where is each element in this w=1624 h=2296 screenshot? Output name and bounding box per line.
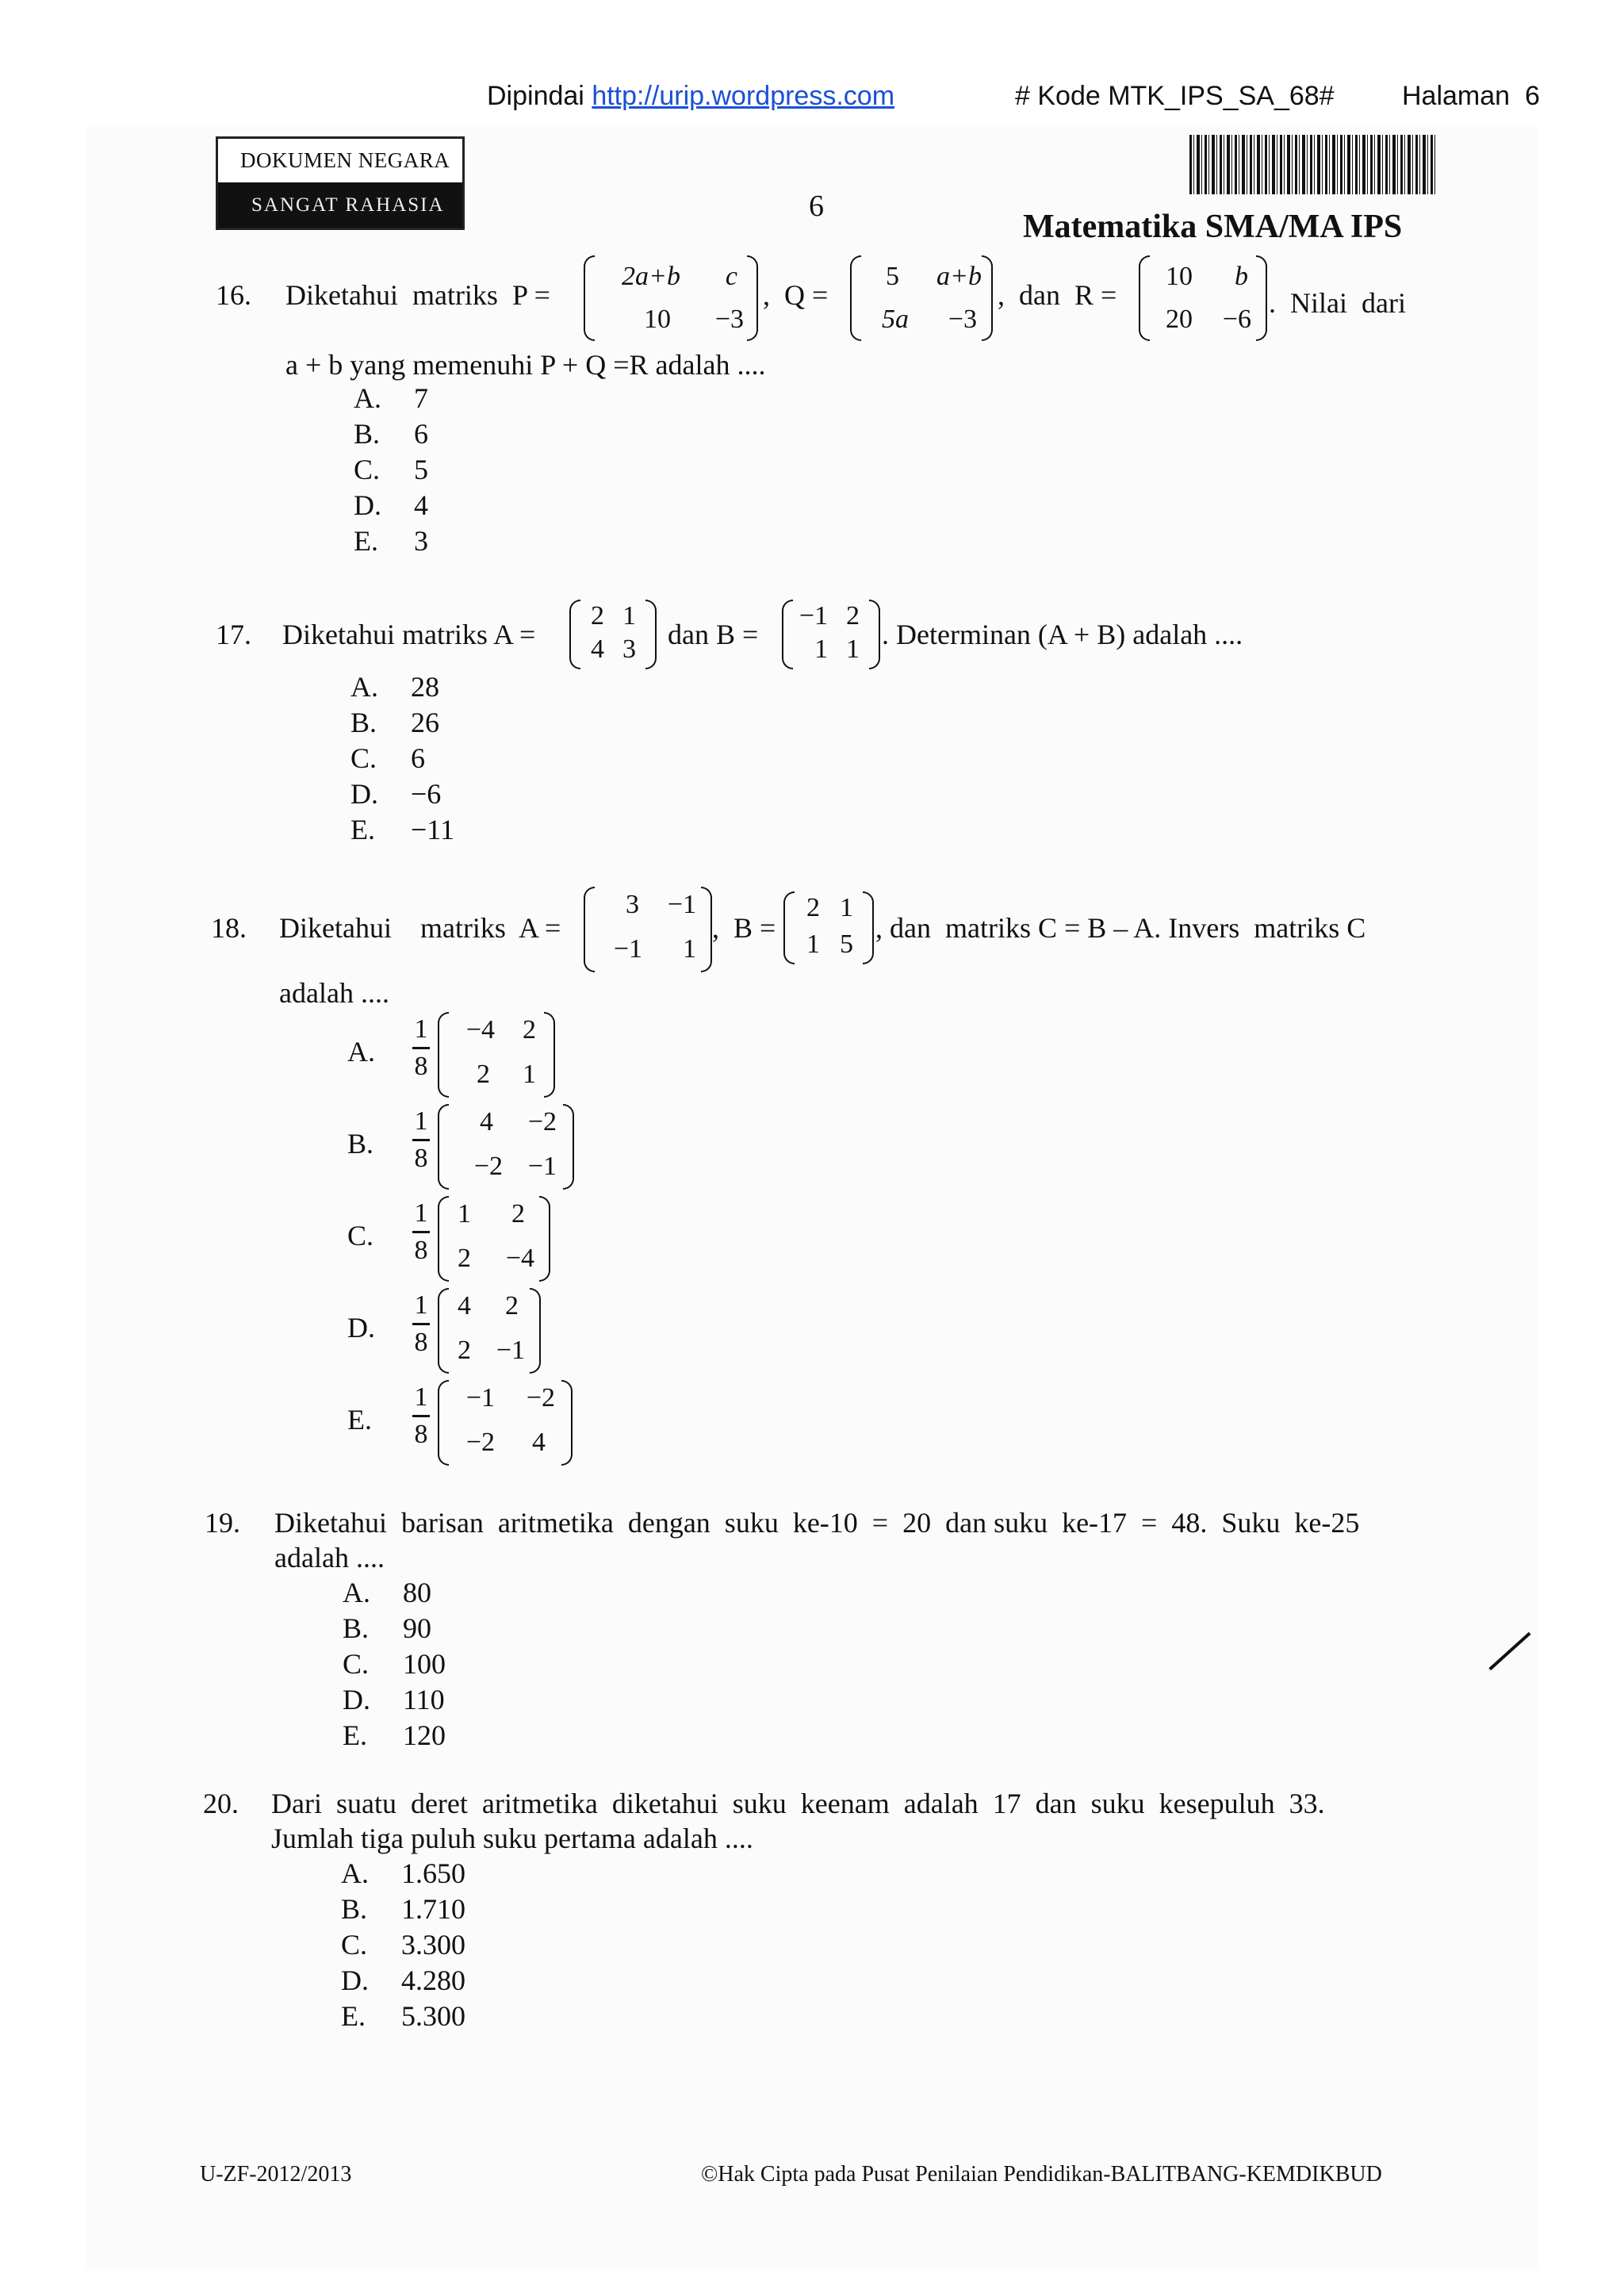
option-label: B. bbox=[350, 707, 377, 738]
matrix-cell: 10 bbox=[1166, 262, 1193, 291]
matrix-cell: 2 bbox=[458, 1244, 471, 1273]
option-label: A. bbox=[354, 382, 381, 414]
matrix-cell: 2 bbox=[591, 601, 604, 631]
question-text-line2: a + b yang memenuhi P + Q =R adalah .... bbox=[285, 349, 766, 381]
fraction bbox=[412, 1382, 430, 1451]
option-value: 4 bbox=[414, 489, 428, 521]
option-value: 90 bbox=[403, 1612, 431, 1644]
matrix-cell: 2 bbox=[505, 1291, 519, 1320]
matrix-cell: −3 bbox=[948, 305, 977, 334]
option-value: 3.300 bbox=[401, 1929, 465, 1961]
matrix-cell: 5 bbox=[840, 930, 853, 959]
option-value: 26 bbox=[411, 707, 439, 738]
option-label: D. bbox=[341, 1964, 369, 1996]
scan-credit bbox=[487, 81, 894, 112]
option-label: B. bbox=[354, 418, 381, 450]
matrix-cell: 2 bbox=[846, 601, 860, 631]
option-value: 1.710 bbox=[401, 1893, 465, 1925]
subject-title: Matematika SMA/MA IPS bbox=[1023, 209, 1403, 245]
matrix-cell: 4 bbox=[480, 1107, 493, 1137]
option-label: A. bbox=[350, 671, 378, 703]
option-label: C. bbox=[347, 1220, 374, 1251]
question-number: 18. bbox=[211, 912, 247, 944]
option-matrix bbox=[438, 1196, 550, 1282]
barcode-icon bbox=[1189, 135, 1435, 194]
question-text: . Nilai dari bbox=[1269, 287, 1406, 319]
page-number: 6 bbox=[809, 190, 824, 223]
matrix-a bbox=[569, 600, 657, 669]
matrix-cell: 4 bbox=[458, 1291, 471, 1320]
fraction-denominator: 8 bbox=[414, 1051, 428, 1081]
fraction bbox=[412, 1106, 430, 1175]
matrix-cell: 2 bbox=[523, 1015, 536, 1045]
scan-prefix: Dipindai bbox=[487, 81, 584, 111]
option-value: 6 bbox=[414, 418, 428, 450]
question-text: dan B = bbox=[668, 619, 759, 650]
matrix-cell: −6 bbox=[1222, 305, 1251, 334]
matrix-cell: −1 bbox=[799, 601, 828, 631]
option-value: 110 bbox=[403, 1684, 445, 1715]
option-value: −6 bbox=[411, 778, 442, 810]
option-label: D. bbox=[354, 489, 381, 521]
fraction-numerator: 1 bbox=[414, 1198, 428, 1228]
matrix-b bbox=[782, 600, 880, 669]
matrix-cell: 2 bbox=[511, 1199, 525, 1228]
fraction-numerator: 1 bbox=[414, 1382, 428, 1412]
option-value: 1.650 bbox=[401, 1857, 465, 1889]
matrix-cell: 1 bbox=[840, 893, 853, 922]
matrix-cell: 2 bbox=[477, 1060, 490, 1089]
matrix-cell: 1 bbox=[683, 934, 696, 964]
option-label: C. bbox=[350, 742, 377, 774]
scanned-page-background bbox=[86, 127, 1538, 2268]
option-label: E. bbox=[354, 525, 378, 557]
badge-bottom: SANGAT RAHASIA bbox=[218, 182, 462, 228]
option-label: D. bbox=[350, 778, 378, 810]
option-matrix bbox=[438, 1104, 574, 1190]
footer-copyright: ©Hak Cipta pada Pusat Penilaian Pendidikan-BALITBANG-KEMDIKBUD bbox=[701, 2162, 1382, 2187]
matrix-cell: 1 bbox=[458, 1199, 471, 1228]
matrix-cell: −2 bbox=[526, 1383, 555, 1412]
option-matrix bbox=[438, 1288, 541, 1374]
question-text: Diketahui matriks A = bbox=[282, 619, 536, 650]
question-text: Diketahui matriks P = bbox=[285, 279, 550, 311]
matrix-cell: 2 bbox=[806, 893, 820, 922]
option-value: 100 bbox=[403, 1648, 446, 1680]
matrix-q bbox=[850, 255, 993, 341]
matrix-cell: 5 bbox=[886, 262, 899, 291]
matrix-cell: a+b bbox=[936, 262, 982, 291]
page-label: Halaman 6 bbox=[1402, 81, 1540, 111]
question-text: , dan R = bbox=[998, 279, 1117, 311]
option-label: B. bbox=[341, 1893, 368, 1925]
classification-badge bbox=[216, 136, 465, 230]
matrix-cell: 2a+b bbox=[622, 262, 680, 291]
option-label: D. bbox=[347, 1312, 375, 1343]
option-value: 6 bbox=[411, 742, 425, 774]
option-label: C. bbox=[341, 1929, 368, 1961]
option-matrix bbox=[438, 1380, 573, 1466]
option-value: 120 bbox=[403, 1719, 446, 1751]
option-label: C. bbox=[343, 1648, 370, 1680]
matrix-cell: 20 bbox=[1166, 305, 1193, 334]
option-value: 4.280 bbox=[401, 1964, 465, 1996]
matrix-cell: −4 bbox=[505, 1244, 534, 1273]
matrix-cell: 2 bbox=[458, 1336, 471, 1365]
option-label: A. bbox=[343, 1577, 370, 1608]
exam-code: # Kode MTK_IPS_SA_68# bbox=[1015, 81, 1335, 111]
fraction bbox=[412, 1014, 430, 1083]
option-label: E. bbox=[341, 2000, 366, 2032]
option-value: 5 bbox=[414, 454, 428, 485]
fraction-numerator: 1 bbox=[414, 1014, 428, 1044]
matrix-cell: 1 bbox=[523, 1060, 536, 1089]
matrix-p bbox=[584, 255, 758, 341]
question-text: Dari suatu deret aritmetika diketahui suku keenam adalah 17 dan suku kesepuluh 33. bbox=[271, 1788, 1325, 1819]
question-text: Diketahui barisan aritmetika dengan suku ke-10 = 20 dan suku ke-17 = 48. Suku ke-25 bbox=[274, 1507, 1360, 1539]
matrix-cell: −4 bbox=[465, 1015, 495, 1045]
matrix-cell: 1 bbox=[806, 930, 820, 959]
question-text: . Determinan (A + B) adalah .... bbox=[882, 619, 1243, 650]
question-number: 17. bbox=[216, 619, 251, 650]
option-value: 28 bbox=[411, 671, 439, 703]
fraction-numerator: 1 bbox=[414, 1106, 428, 1136]
matrix-cell: −1 bbox=[527, 1152, 557, 1181]
question-text: Diketahui matriks A = bbox=[279, 912, 561, 944]
fraction-denominator: 8 bbox=[414, 1419, 428, 1449]
fraction bbox=[412, 1290, 430, 1359]
option-matrix bbox=[438, 1012, 555, 1098]
matrix-cell: −2 bbox=[465, 1428, 495, 1457]
option-value: −11 bbox=[411, 814, 454, 845]
question-text: , Q = bbox=[763, 279, 829, 311]
matrix-cell: −2 bbox=[473, 1152, 503, 1181]
fraction-denominator: 8 bbox=[414, 1235, 428, 1265]
matrix-cell: −1 bbox=[496, 1336, 525, 1365]
matrix-cell: 1 bbox=[814, 634, 828, 664]
matrix-cell: −1 bbox=[465, 1383, 495, 1412]
matrix-cell: −1 bbox=[613, 934, 642, 964]
question-number: 19. bbox=[205, 1507, 240, 1539]
question-number: 20. bbox=[203, 1788, 239, 1819]
option-label: A. bbox=[347, 1036, 375, 1068]
question-text: , dan matriks C = B – A. Invers matriks C bbox=[875, 912, 1366, 944]
option-value: 7 bbox=[414, 382, 428, 414]
option-label: C. bbox=[354, 454, 381, 485]
matrix-b bbox=[783, 891, 874, 964]
matrix-cell: 5a bbox=[882, 305, 909, 334]
option-value: 3 bbox=[414, 525, 428, 557]
option-label: B. bbox=[347, 1128, 374, 1159]
matrix-cell: 3 bbox=[626, 890, 639, 919]
option-label: A. bbox=[341, 1857, 369, 1889]
matrix-cell: −1 bbox=[667, 890, 696, 919]
matrix-a bbox=[584, 887, 712, 972]
option-label: B. bbox=[343, 1612, 370, 1644]
source-link[interactable]: http://urip.wordpress.com bbox=[592, 81, 895, 111]
matrix-cell: −3 bbox=[714, 305, 744, 334]
option-label: E. bbox=[347, 1404, 372, 1435]
option-label: E. bbox=[350, 814, 375, 845]
matrix-r bbox=[1139, 255, 1267, 341]
matrix-cell: 3 bbox=[622, 634, 636, 664]
question-text-line2: adalah .... bbox=[274, 1542, 385, 1573]
question-text: , B = bbox=[712, 912, 776, 944]
option-value: 5.300 bbox=[401, 2000, 465, 2032]
option-label: D. bbox=[343, 1684, 370, 1715]
option-value: 80 bbox=[403, 1577, 431, 1608]
footer-code: U-ZF-2012/2013 bbox=[200, 2162, 352, 2187]
question-text-line2: Jumlah tiga puluh suku pertama adalah .... bbox=[271, 1823, 753, 1854]
option-label: E. bbox=[343, 1719, 367, 1751]
matrix-cell: 10 bbox=[644, 305, 671, 334]
fraction-denominator: 8 bbox=[414, 1143, 428, 1173]
question-number: 16. bbox=[216, 279, 251, 311]
matrix-cell: 1 bbox=[846, 634, 860, 664]
matrix-cell: 4 bbox=[532, 1428, 546, 1457]
question-text-line2: adalah .... bbox=[279, 977, 389, 1009]
matrix-cell: b bbox=[1235, 262, 1248, 291]
matrix-cell: 1 bbox=[622, 601, 636, 631]
fraction bbox=[412, 1198, 430, 1267]
fraction-denominator: 8 bbox=[414, 1327, 428, 1357]
badge-top: DOKUMEN NEGARA bbox=[218, 139, 462, 182]
matrix-cell: c bbox=[725, 262, 737, 291]
fraction-numerator: 1 bbox=[414, 1290, 428, 1320]
matrix-cell: 4 bbox=[591, 634, 604, 664]
matrix-cell: −2 bbox=[527, 1107, 557, 1137]
